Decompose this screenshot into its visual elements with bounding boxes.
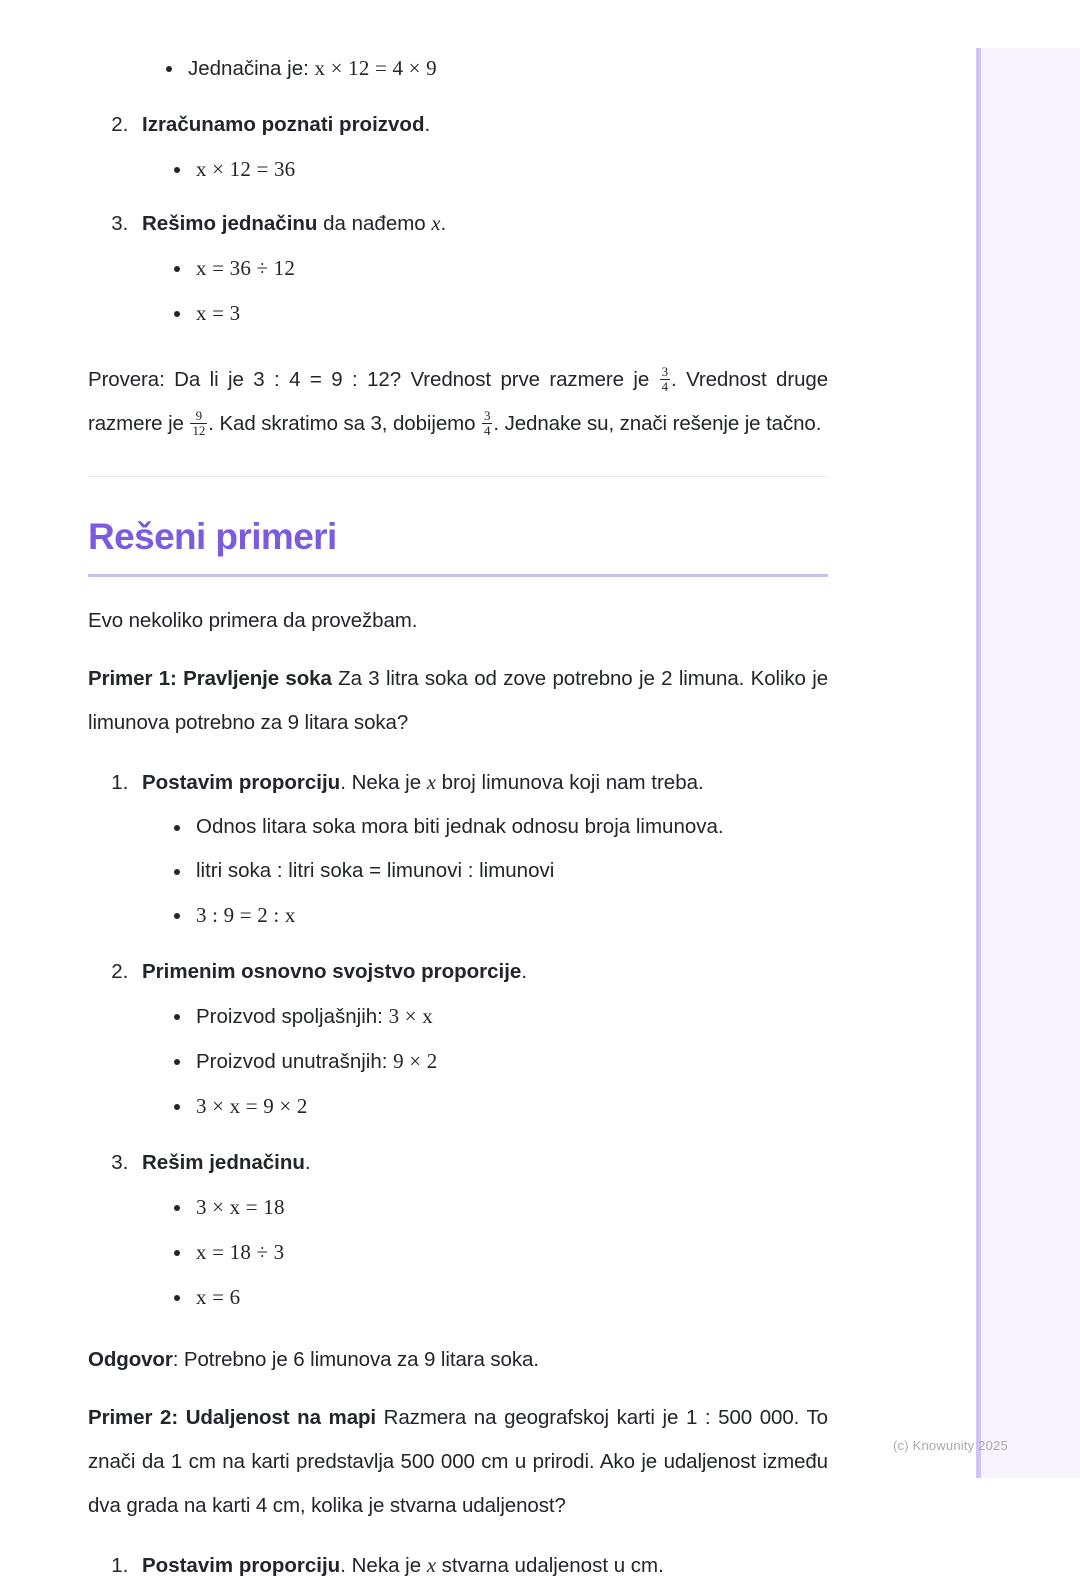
primer2-label: Primer 2: Udaljenost na mapi (88, 1405, 377, 1429)
step-title: Postavim proporciju (142, 1553, 341, 1577)
step-title: Primenim osnovno svojstvo proporcije (142, 959, 522, 983)
math-expression: 3 × x (388, 1003, 433, 1028)
math-expression: x = 6 (196, 1284, 241, 1309)
provera-part1: Provera: Da li je 3 : 4 = 9 : 12? Vrednost prve razmere je (88, 368, 659, 391)
primer1-paragraph (88, 657, 828, 745)
step-rest: . Neka je x stvarna udaljenost u cm. (340, 1553, 664, 1577)
step-rest: . Neka je x broj limunova koji nam treba. (340, 770, 704, 794)
sub-text: Proizvod spoljašnjih: (196, 1004, 389, 1028)
answer-text: : Potrebno je 6 limunova za 9 litara soka. (172, 1347, 539, 1371)
fraction-9-12: $\frac{9}{12}$ (192, 407, 206, 438)
provera-paragraph (88, 358, 828, 446)
top-bullet-prefix: Jednačina je: (188, 57, 315, 80)
primer1-text: Za 3 litra soka od zove potrebno je 2 limuna. Koliko je limunova potrebno za 9 litara soka? (88, 666, 829, 734)
steps-list-top (88, 103, 828, 192)
math-expression: 3 : 9 = 2 : x (196, 902, 296, 927)
list-item (172, 1084, 828, 1129)
list-item (172, 1230, 828, 1275)
list-item (172, 805, 828, 849)
step-rest: . (521, 959, 528, 983)
sub-list (142, 1185, 828, 1320)
sub-text: Proizvod unutrašnjih: (196, 1049, 394, 1073)
fraction-3-4: $\frac{3}{4}$ (661, 363, 669, 394)
primer2-text: Razmera na geografskoj karti je 1 : 500 000. To znači da 1 cm na karti predstavlja 500 000 cm u prirodi. Ako je udaljenost između dva grada na karti 4 cm, kolika je stvarna udaljenost? (88, 1405, 828, 1517)
list-item (172, 994, 828, 1039)
math-expression: x = 36 ÷ 12 (196, 256, 296, 280)
step-rest: da nađemo x. (317, 212, 447, 235)
math-expression: 9 × 2 (393, 1048, 438, 1073)
right-side-panel (976, 48, 1080, 1478)
list-item (134, 202, 828, 336)
primer1-steps-3 (88, 1141, 828, 1320)
top-bullet-math: x × 12 = 4 × 9 (314, 56, 437, 80)
list-item (134, 1141, 828, 1320)
provera-part4: . Jednake su, znači rešenje je tačno. (493, 412, 822, 435)
list-item (164, 46, 828, 91)
watermark: (c) Knowunity 2025 (893, 1438, 1008, 1453)
step-title: Rešimo jednačinu (142, 212, 318, 235)
primer1-answer (88, 1338, 828, 1382)
primer1-label: Primer 1: Pravljenje soka (88, 666, 332, 690)
math-expression: x = 3 (196, 301, 241, 325)
provera-part2: . Vrednost druge razmere je (88, 368, 828, 435)
answer-label: Odgovor (88, 1347, 173, 1371)
list-item (134, 950, 828, 1129)
list-item (134, 1544, 828, 1588)
sub-text: Odnos litara soka mora biti jednak odnosu broja limunova. (196, 814, 724, 838)
steps-list-top-3 (88, 202, 828, 336)
primer2-paragraph (88, 1396, 828, 1528)
sub-list (142, 994, 828, 1129)
math-expression: x = 18 ÷ 3 (196, 1239, 285, 1264)
sub-list (142, 805, 828, 938)
list-item (172, 893, 828, 938)
step-rest: . (424, 113, 431, 136)
list-item (172, 1185, 828, 1230)
step-title: Postavim proporciju (142, 770, 341, 794)
primer2-steps (88, 1544, 828, 1588)
list-item (172, 246, 828, 291)
list-item (134, 761, 828, 938)
sub-list (142, 147, 828, 192)
section-intro: Evo nekoliko primera da provežbam. (88, 608, 418, 632)
math-expression: 3 × x = 18 (196, 1194, 285, 1219)
fraction-3-4-b: $\frac{3}{4}$ (484, 407, 491, 438)
list-item (172, 1275, 828, 1320)
page-title: Rešeni primeri (88, 516, 337, 557)
step-rest: . (304, 1150, 311, 1174)
primer1-steps (88, 761, 828, 938)
provera-part3: . Kad skratimo sa 3, dobijemo (208, 412, 481, 435)
math-expression: x × 12 = 36 (196, 157, 296, 181)
list-item (134, 103, 828, 192)
list-item (172, 1039, 828, 1084)
step-title: Rešim jednačinu (142, 1150, 305, 1174)
document-content (88, 0, 828, 1588)
top-bullet-list (88, 46, 828, 91)
sub-list (142, 246, 828, 336)
list-item (172, 291, 828, 336)
list-item (172, 147, 828, 192)
primer1-steps-2 (88, 950, 828, 1129)
sub-text: litri soka : litri soka = limunovi : limunovi (196, 858, 555, 882)
math-expression: 3 × x = 9 × 2 (196, 1093, 308, 1118)
list-item (172, 849, 828, 893)
step-title: Izračunamo poznati proizvod (142, 113, 425, 136)
